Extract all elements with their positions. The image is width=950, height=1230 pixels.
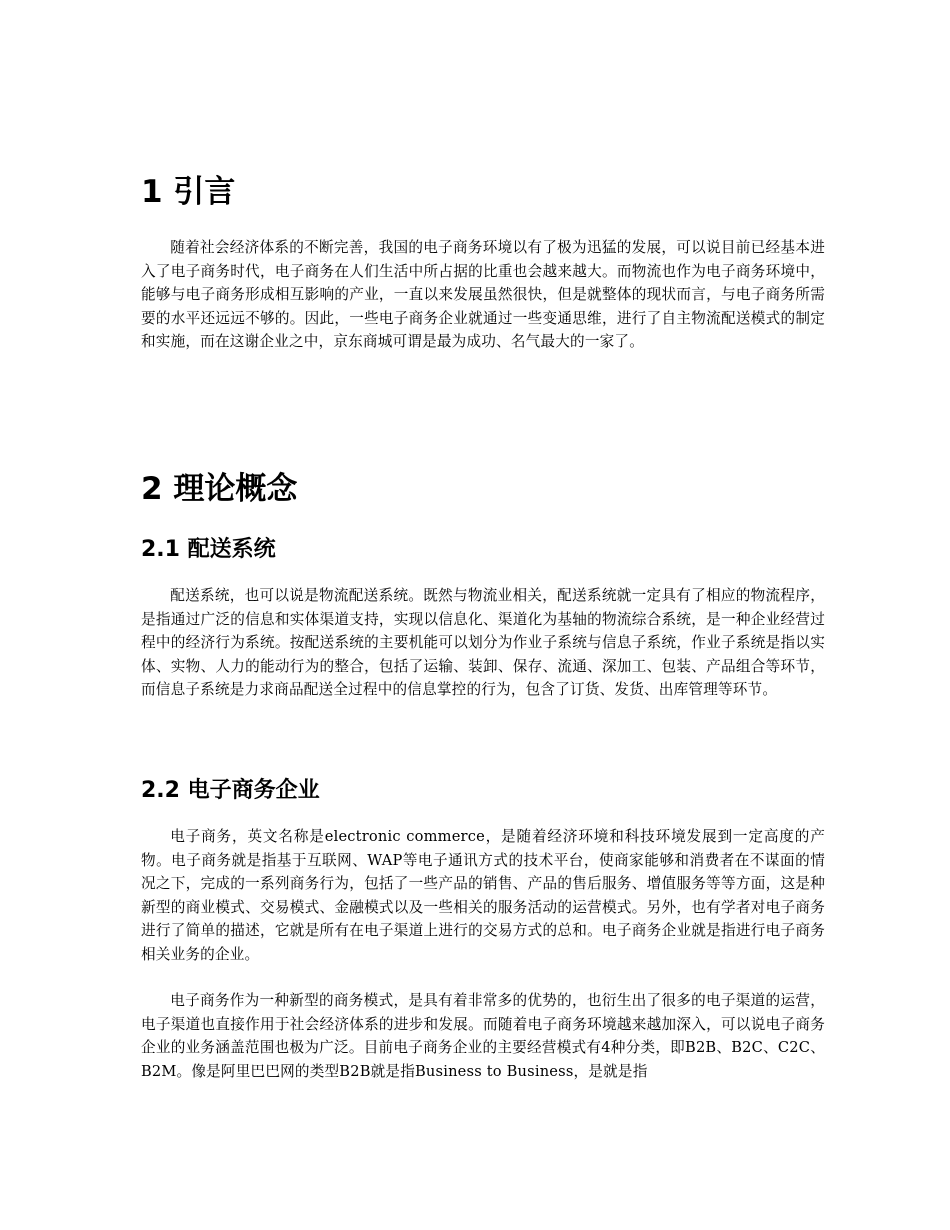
subsection-2-2-heading: 2.2 电子商务企业 [141, 778, 320, 803]
subsection-2-2-paragraph-2: 电子商务作为一种新型的商务模式，是具有着非常多的优势的，也衍生出了很多的电子渠道的运营，电子渠道也直接作用于社会经济体系的进步和发展。而随着电子商务环境越来越加深入，可以说电子商务企业的业务涵盖范围也极为广泛。目前电子商务企业的主要经营模式有4种分类，即B2B、B2C、C2C、B2M。像是阿里巴巴网的类型B2B就是指Business to Business，是就是指 [141, 992, 825, 1080]
section-1-paragraph: 随着社会经济体系的不断完善，我国的电子商务环境以有了极为迅猛的发展，可以说目前已经基本进入了电子商务时代，电子商务在人们生活中所占据的比重也会越来越大。而物流也作为电子商务环境中，能够与电子商务形成相互影响的产业，一直以来发展虽然很快，但是就整体的现状而言，与电子商务所需要的水平还远远不够的。因此，一些电子商务企业就通过一些变通思维，进行了自主物流配送模式的制定和实施，而在这谢企业之中，京东商城可谓是最为成功、名气最大的一家了。 [141, 239, 825, 351]
subsection-2-1-paragraph: 配送系统，也可以说是物流配送系统。既然与物流业相关，配送系统就一定具有了相应的物流程序，是指通过广泛的信息和实体渠道支持，实现以信息化、渠道化为基轴的物流综合系统，是一种企业经营过程中的经济行为系统。按配送系统的主要机能可以划分为作业子系统与信息子系统，作业子系统是指以实体、实物、人力的能动行为的整合，包括了运输、装卸、保存、流通、深加工、包装、产品组合等环节，而信息子系统是力求商品配送全过程中的信息掌控的行为，包含了订货、发货、出库管理等环节。 [141, 587, 825, 699]
section-2-heading: 2 理论概念 [141, 471, 298, 507]
subsection-2-2-paragraph-1: 电子商务，英文名称是electronic commerce，是随着经济环境和科技环境发展到一定高度的产物。电子商务就是指基于互联网、WAP等电子通讯方式的技术平台，使商家能够和消费者在不谋面的情况之下，完成的一系列商务行为，包括了一些产品的销售、产品的售后服务、增值服务等等方面，这是种新型的商业模式、交易模式、金融模式以及一些相关的服务活动的运营模式。另外，也有学者对电子商务进行了简单的描述，它就是所有在电子渠道上进行的交易方式的总和。电子商务企业就是指进行电子商务相关业务的企业。 [141, 828, 825, 963]
subsection-2-1-heading: 2.1 配送系统 [141, 537, 276, 562]
section-1-heading: 1 引言 [141, 174, 236, 210]
